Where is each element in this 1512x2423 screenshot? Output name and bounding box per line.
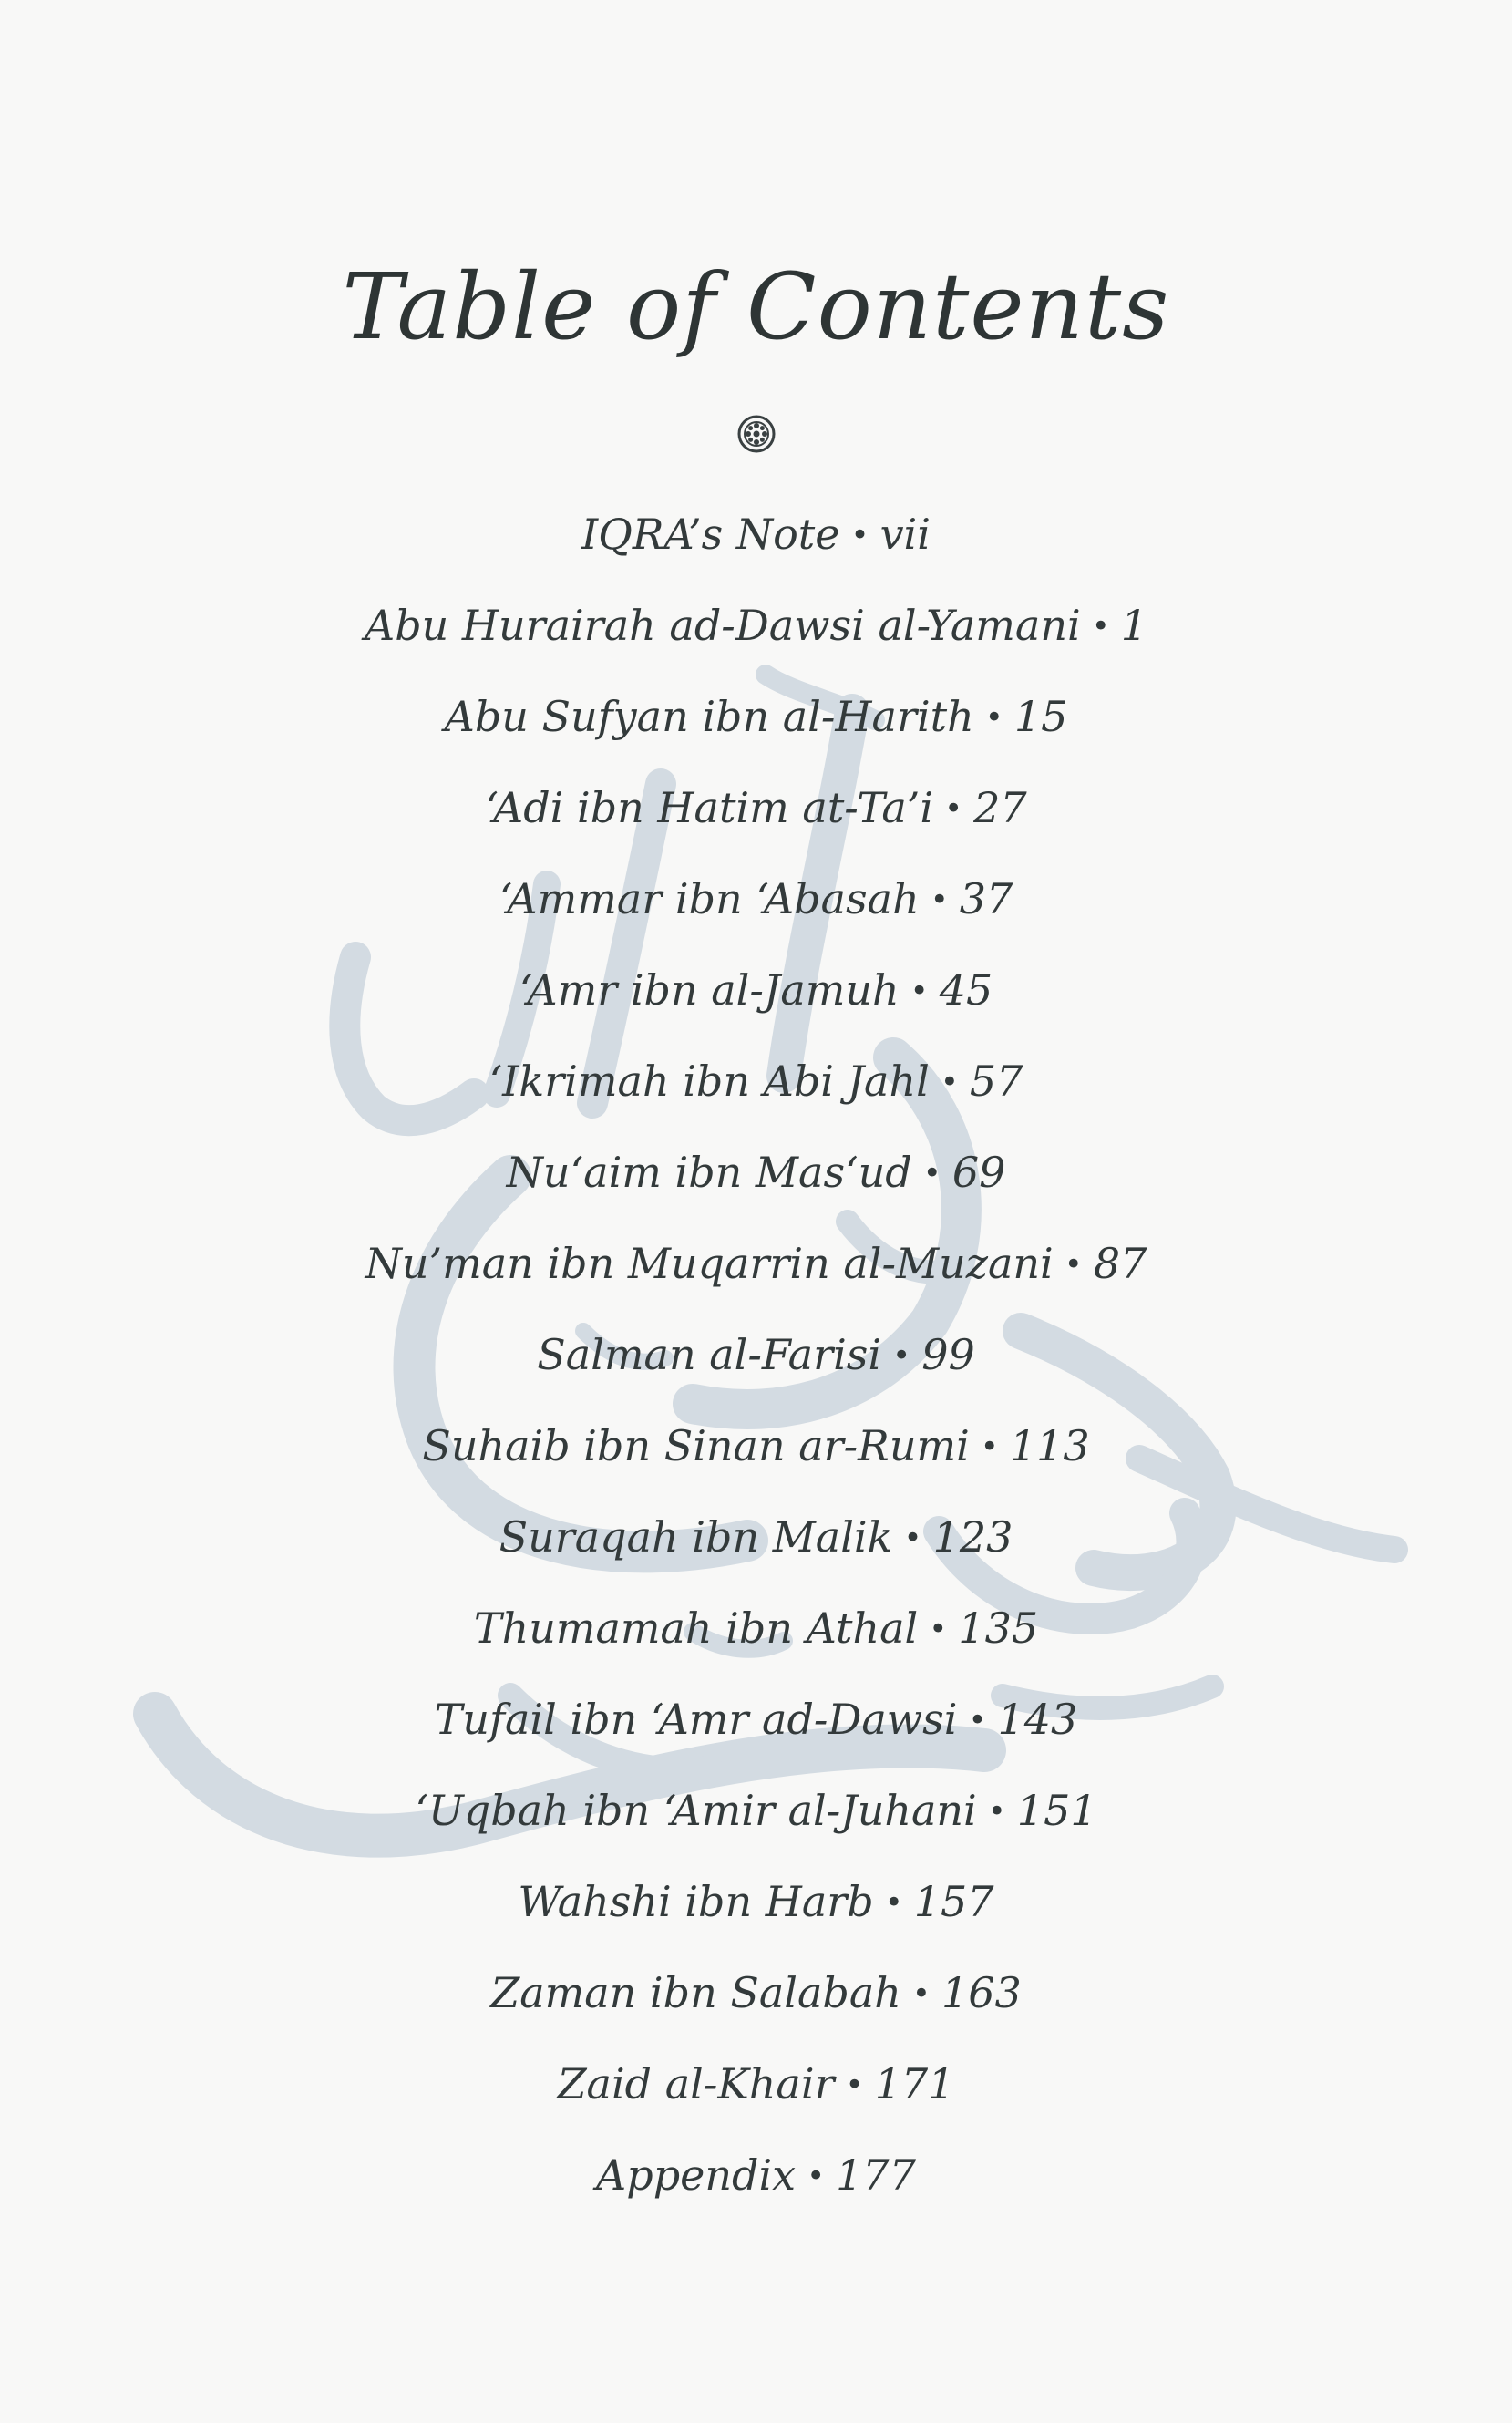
bullet-separator: •	[987, 1793, 1006, 1830]
toc-entry-page: 135	[958, 1603, 1039, 1653]
bullet-separator: •	[968, 1702, 987, 1738]
toc-entry-page: 15	[1013, 692, 1068, 741]
toc-entry[interactable]	[0, 1047, 1512, 1138]
toc-entry[interactable]	[0, 2049, 1512, 2140]
toc-entry-page: 57	[969, 1057, 1023, 1106]
bullet-separator: •	[850, 517, 869, 553]
toc-entry-title: Wahshi ibn Harb	[518, 1877, 874, 1926]
toc-entry-page: 177	[836, 2150, 916, 2200]
toc-entry-title: Salman al-Farisi	[537, 1330, 882, 1379]
toc-entry[interactable]	[0, 1867, 1512, 1958]
toc-entry-title: ‘Adi ibn Hatim at-Ta’i	[485, 783, 934, 832]
bullet-separator: •	[1064, 1246, 1083, 1283]
toc-entry-title: Zaman ibn Salabah	[490, 1968, 901, 2017]
toc-entry-page: 113	[1009, 1421, 1090, 1470]
toc-entry[interactable]	[0, 1593, 1512, 1685]
toc-entry-page: 123	[932, 1512, 1013, 1562]
toc-entry-title: Abu Sufyan ibn al-Harith	[444, 692, 974, 741]
bullet-separator: •	[944, 790, 963, 827]
page-title: Table of Contents	[342, 253, 1170, 360]
bullet-separator: •	[911, 1975, 931, 2012]
toc-entry-page: 69	[951, 1148, 1006, 1197]
toc-entry-title: ‘Uqbah ibn ‘Amir al-Juhani	[415, 1786, 977, 1835]
toc-entry[interactable]	[0, 1685, 1512, 1776]
toc-entry-title: Abu Hurairah ad-Dawsi al-Yamani	[364, 601, 1081, 650]
bullet-separator: •	[807, 2158, 826, 2194]
toc-entry-page: 87	[1093, 1239, 1147, 1288]
toc-entry-title: Suhaib ibn Sinan ar-Rumi	[422, 1421, 970, 1470]
bullet-separator: •	[930, 882, 949, 918]
toc-entry[interactable]	[0, 500, 1512, 591]
toc-entry[interactable]	[0, 1411, 1512, 1502]
toc-entry-title: IQRA’s Note	[581, 510, 840, 559]
toc-entry[interactable]	[0, 2140, 1512, 2232]
bullet-separator: •	[980, 1428, 999, 1465]
toc-entry-title: Suraqah ibn Malik	[499, 1512, 893, 1562]
toc-entry-page: 45	[939, 965, 993, 1015]
toc-entry-page: 163	[941, 1968, 1022, 2017]
bullet-separator: •	[845, 2067, 864, 2103]
toc-entry-title: Thumamah ibn Athal	[473, 1603, 919, 1653]
bullet-separator: •	[929, 1611, 948, 1647]
bullet-separator: •	[892, 1337, 911, 1374]
toc-entry-page: 151	[1016, 1786, 1097, 1835]
toc-entry[interactable]	[0, 591, 1512, 682]
toc-entry-page: 1	[1120, 601, 1148, 650]
toc-entry[interactable]	[0, 1138, 1512, 1229]
toc-entry-title: Nu’man ibn Muqarrin al-Muzani	[365, 1239, 1054, 1288]
toc-entry-title: Nu‘aim ibn Mas‘ud	[506, 1148, 912, 1197]
toc-entry[interactable]	[0, 682, 1512, 773]
toc-entry[interactable]	[0, 864, 1512, 955]
toc-entry-title: ‘Ikrimah ibn Abi Jahl	[489, 1057, 930, 1106]
toc-entry[interactable]	[0, 955, 1512, 1047]
table-of-contents-list	[0, 500, 1512, 2232]
toc-entry-page: 27	[973, 783, 1027, 832]
toc-entry-title: ‘Ammar ibn ‘Abasah	[499, 874, 920, 923]
toc-entry-title: ‘Amr ibn al-Jamuh	[519, 965, 900, 1015]
toc-entry[interactable]	[0, 1229, 1512, 1320]
rosette-ornament-icon	[736, 414, 777, 454]
toc-entry-page: 37	[959, 874, 1013, 923]
toc-entry[interactable]	[0, 773, 1512, 864]
bullet-separator: •	[884, 1884, 903, 1921]
bullet-separator: •	[984, 699, 1003, 736]
toc-entry-page: 143	[997, 1695, 1078, 1744]
toc-entry-title: Zaid al-Khair	[557, 2059, 835, 2109]
bullet-separator: •	[1091, 608, 1110, 644]
toc-entry-page: 171	[874, 2059, 955, 2109]
toc-entry[interactable]	[0, 1958, 1512, 2049]
bullet-separator: •	[903, 1520, 922, 1556]
toc-entry-page: 99	[921, 1330, 975, 1379]
bullet-separator: •	[922, 1155, 941, 1191]
toc-entry[interactable]	[0, 1320, 1512, 1411]
toc-entry-title: Tufail ibn ‘Amr ad-Dawsi	[434, 1695, 958, 1744]
bullet-separator: •	[940, 1064, 959, 1100]
bullet-separator: •	[910, 973, 929, 1009]
toc-entry-page: vii	[879, 510, 931, 559]
toc-entry[interactable]	[0, 1776, 1512, 1867]
toc-entry-page: 157	[913, 1877, 994, 1926]
toc-entry[interactable]	[0, 1502, 1512, 1593]
toc-entry-title: Appendix	[596, 2150, 797, 2200]
